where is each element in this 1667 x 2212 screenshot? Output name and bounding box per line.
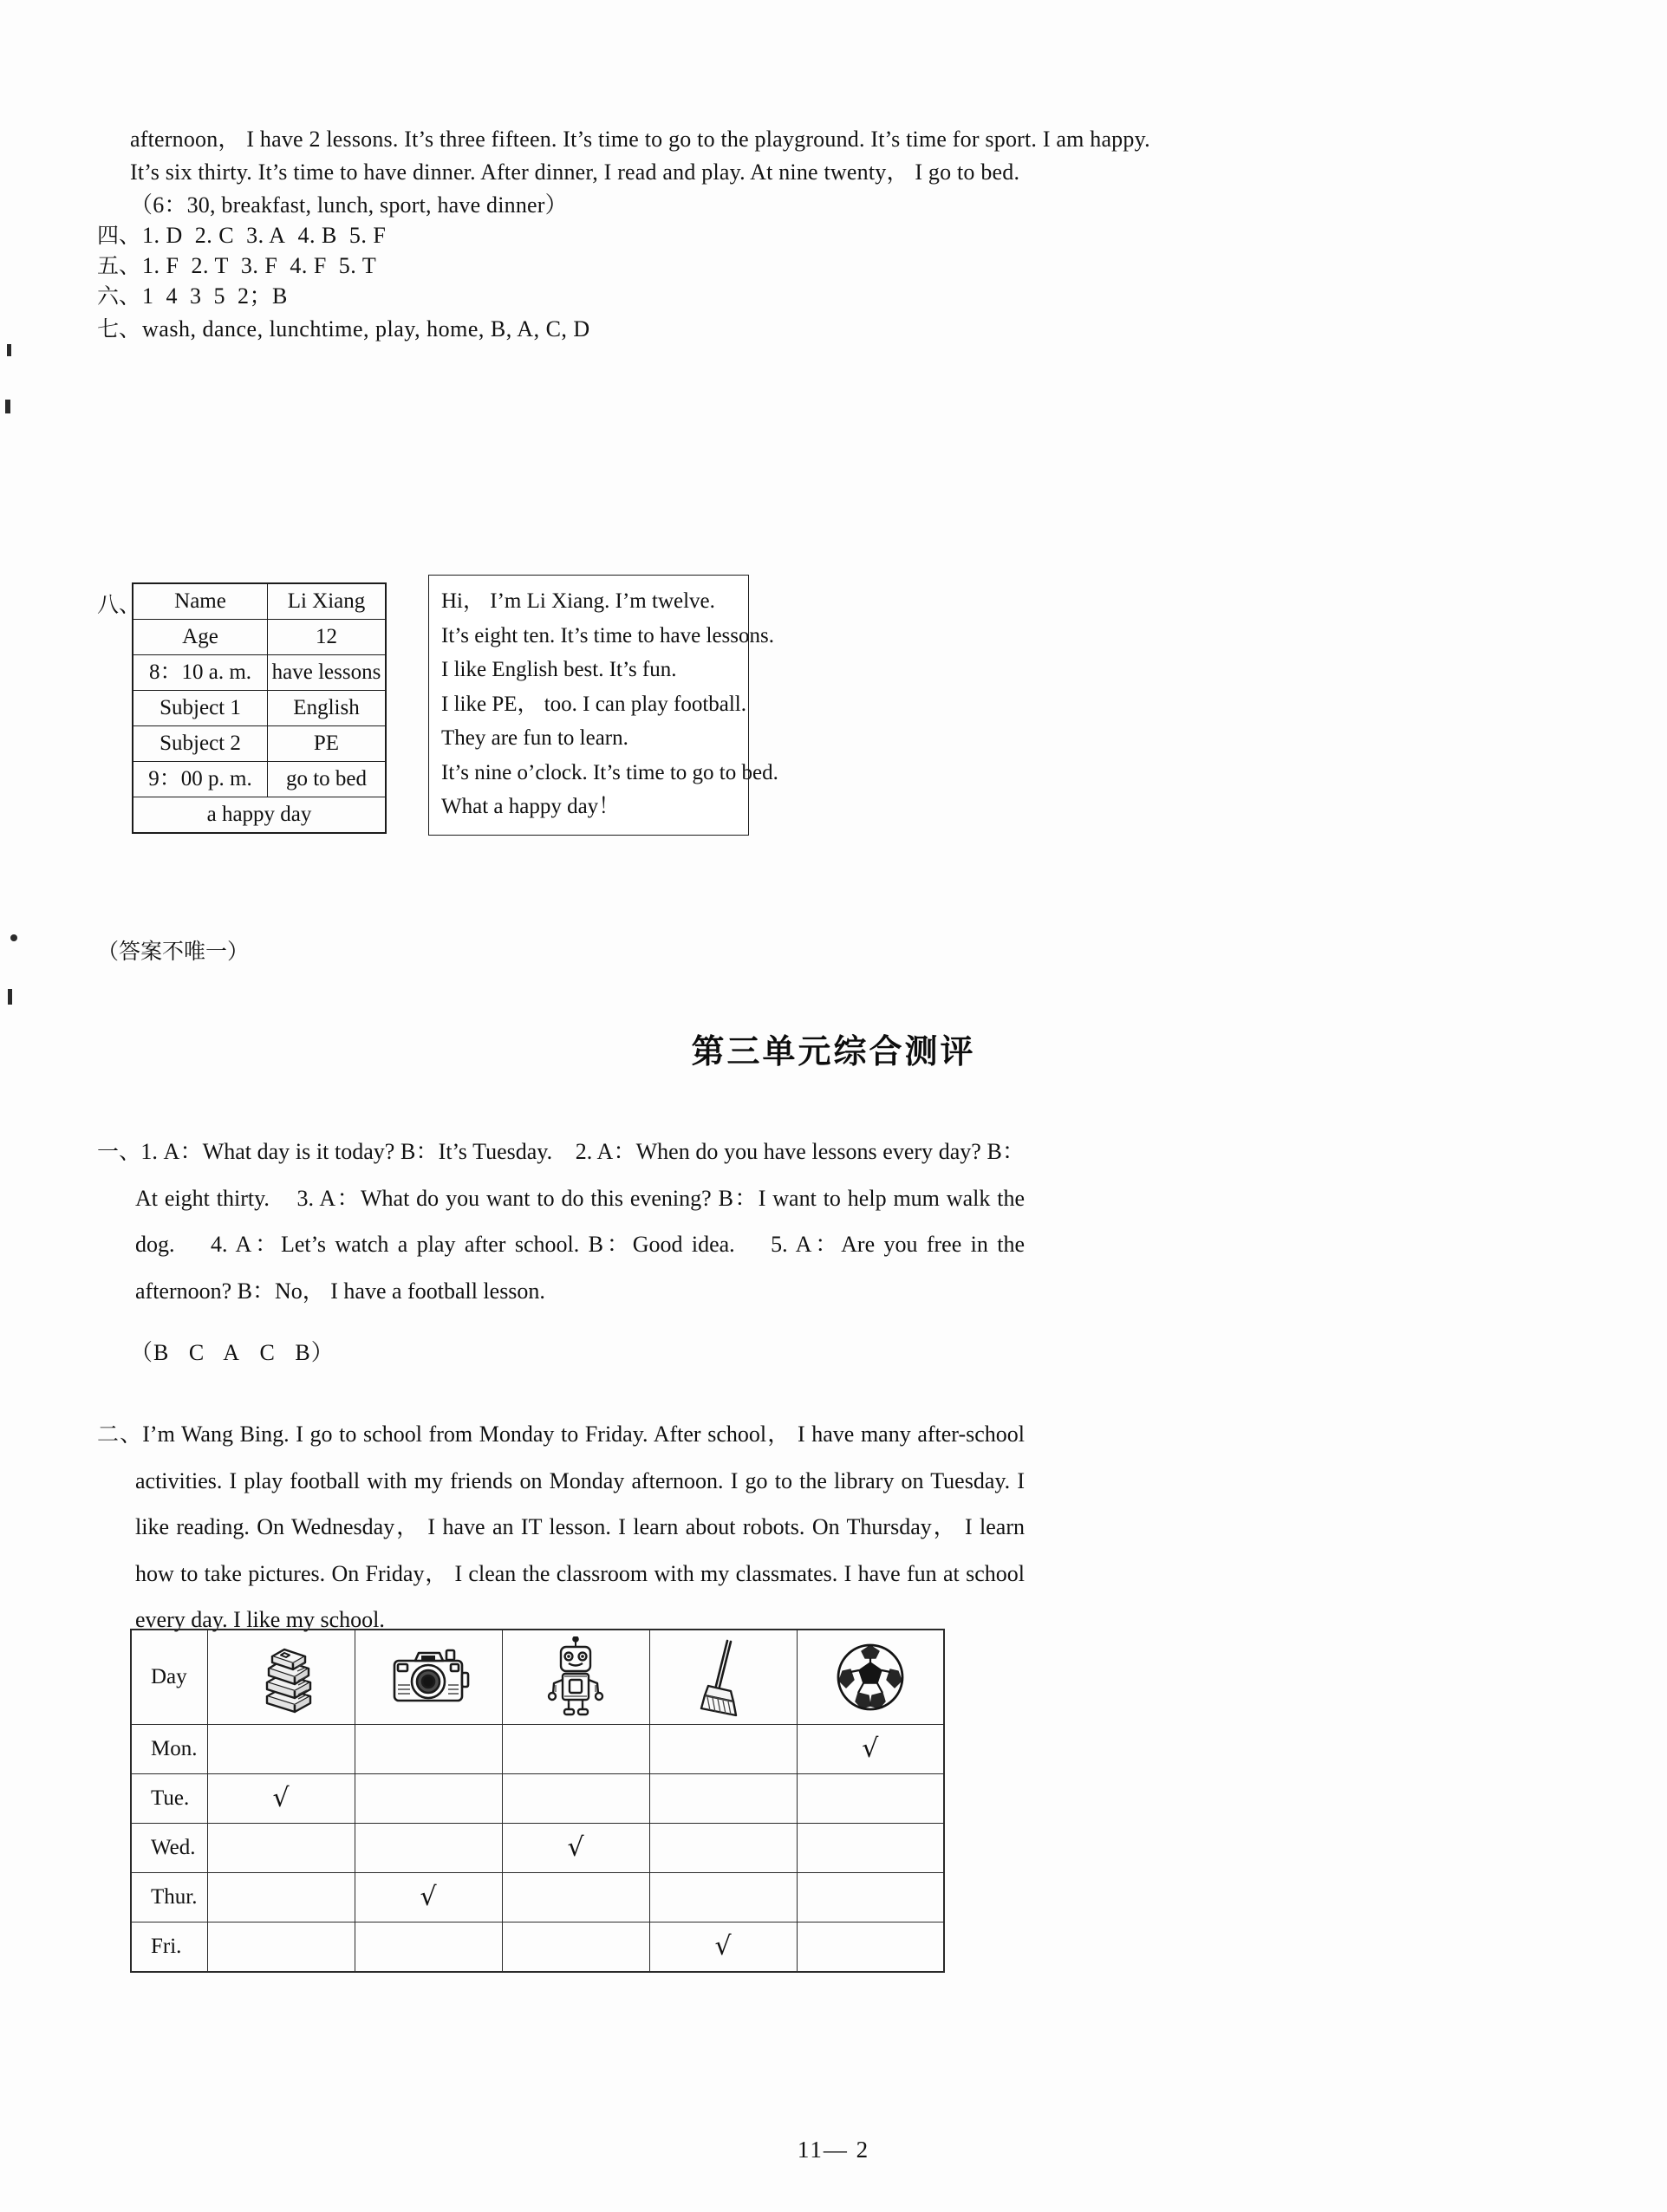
check-cell [502,1824,649,1873]
books-icon [241,1639,321,1715]
table-header-row [131,1630,944,1725]
row-day-label: Tue. [131,1774,207,1824]
check-cell [797,1774,944,1824]
check-cell [797,1873,944,1922]
row-key: 8：10 a. m. [133,655,268,691]
check-cell [502,1873,649,1922]
check-mark: √ [272,1782,290,1813]
answer-row-label: 七、 [97,316,141,342]
table-row [133,762,386,797]
section-1-label: 一、 [97,1139,141,1164]
broom-icon [693,1636,753,1719]
check-cell [355,1922,502,1973]
page-title: 第三单元综合测评 [691,1032,976,1070]
sample-answer-box [428,575,778,836]
football-icon [832,1639,908,1715]
table-row [133,726,386,762]
section-2-block [97,1411,1025,1643]
check-cell [502,1774,649,1824]
table-row [133,620,386,655]
check-cell [355,1774,502,1824]
page-number: 11— 2 [797,2137,870,2163]
row-key: Subject 2 [133,726,268,762]
check-cell [207,1873,355,1922]
row-day-label: Thur. [131,1873,207,1922]
activity-table [130,1629,945,1973]
check-cell [207,1824,355,1873]
table-row [131,1725,944,1774]
check-mark: √ [567,1831,584,1863]
speech-line: It’s eight ten. It’s time to have lessons. [441,623,774,647]
answer-row-body: 1 4 3 5 2；B [142,283,288,309]
section-1-text: 1. A：What day is it today? B：It’s Tuesday. 2. A：When do you have lessons every day? B：At eight thirty. 3. A：What do you want to do this evening? B：I want to help mum walk the dog. 4. A：Let’s watch a play after school. B：Good idea. 5. A：Are you free in the afternoon? B：No， I have a football lesson. [135,1139,1025,1304]
speech-line: Hi， I’m Li Xiang. I’m twelve. [441,589,715,613]
speech-line: They are fun to learn. [441,726,628,750]
row-key: 9：00 p. m. [133,762,268,797]
table-row [131,1774,944,1824]
answer-not-unique-note: （答案不唯一） [97,939,250,964]
column-header-camera [355,1630,502,1725]
check-cell [797,1725,944,1774]
check-mark: √ [862,1733,879,1764]
check-cell [649,1725,797,1774]
passage-line-3: （6：30, breakfast, lunch, sport, have dinner） [130,192,568,218]
corner-cell: Day [131,1630,207,1725]
answer-row-label: 六、 [97,283,141,309]
check-cell [649,1922,797,1973]
check-cell [649,1774,797,1824]
speech-line: I like PE， too. I can play football. [441,692,747,716]
scan-mark [10,934,17,941]
section-8-label: 八、 [97,592,141,617]
row-day-label: Fri. [131,1922,207,1973]
column-header-robot [502,1630,649,1725]
table-row [131,1873,944,1922]
row-value: go to bed [268,762,387,797]
check-cell [355,1725,502,1774]
scan-mark [8,989,12,1005]
row-key: Subject 1 [133,691,268,726]
section-2-text: I’m Wang Bing. I go to school from Monday to Friday. After school， I have many after-school activities. I play football with my friends on Monday afternoon. I go to the library on Tuesday. I like reading. On Wednesday， I have an IT lesson. I learn about robots. On Thursday， I learn how to take pictures. On Friday， I clean the classroom with my classmates. I have fun at school every day. I like my school. [135,1422,1025,1632]
answer-row-7 [97,310,590,348]
answer-row-body: 1. D 2. C 3. A 4. B 5. F [142,223,387,248]
row-value: English [268,691,387,726]
row-day-label: Wed. [131,1824,207,1873]
row-key: Age [133,620,268,655]
check-cell [797,1824,944,1873]
row-day-label: Mon. [131,1725,207,1774]
check-cell [355,1824,502,1873]
row-value: have lessons [268,655,387,691]
speech-line: I like English best. It’s fun. [441,658,677,681]
robot-icon [544,1636,608,1718]
speech-line: What a happy day！ [441,795,621,818]
check-cell [502,1725,649,1774]
row-value: PE [268,726,387,762]
row-key: Name [133,583,268,620]
check-cell [502,1922,649,1973]
section-2-label: 二、 [97,1422,143,1447]
table-row [133,655,386,691]
scan-mark [5,400,10,413]
table-row [131,1824,944,1873]
camera-icon [382,1642,474,1713]
check-cell [649,1824,797,1873]
activity-table-wrap [130,1629,945,1973]
check-cell [649,1873,797,1922]
answer-row-body: wash, dance, lunchtime, play, home, B, A, C, D [142,316,590,342]
scan-mark [7,344,11,356]
check-cell [207,1725,355,1774]
answer-row-label: 四、 [97,223,141,248]
column-header-broom [649,1630,797,1725]
column-header-football [797,1630,944,1725]
table-row [133,583,386,620]
row-value: 12 [268,620,387,655]
row-value: Li Xiang [268,583,387,620]
answer-row-body: 1. F 2. T 3. F 4. F 5. T [142,253,377,278]
section-1-block [97,1129,1025,1314]
table-row [133,691,386,726]
speech-line: It’s nine o’clock. It’s time to go to bed. [441,760,778,784]
column-header-books [207,1630,355,1725]
table-footer-cell: a happy day [133,797,386,834]
table-row [131,1922,944,1973]
check-mark: √ [714,1930,732,1962]
section-1-answer: （B C A C B） [130,1340,335,1365]
check-cell [797,1922,944,1973]
answer-row-label: 五、 [97,253,141,278]
check-cell [355,1873,502,1922]
check-cell [207,1922,355,1973]
passage-line-1: afternoon， I have 2 lessons. It’s three fifteen. It’s time to go to the playground. It’s time for sport. I am happy. [130,127,1150,152]
check-mark: √ [420,1881,437,1912]
passage-line-2: It’s six thirty. It’s time to have dinner. After dinner, I read and play. At nine twenty， I go to bed. [130,159,1020,185]
table-footer-row [133,797,386,834]
check-cell [207,1774,355,1824]
li-xiang-table [132,582,387,834]
section-8-group [97,582,387,834]
